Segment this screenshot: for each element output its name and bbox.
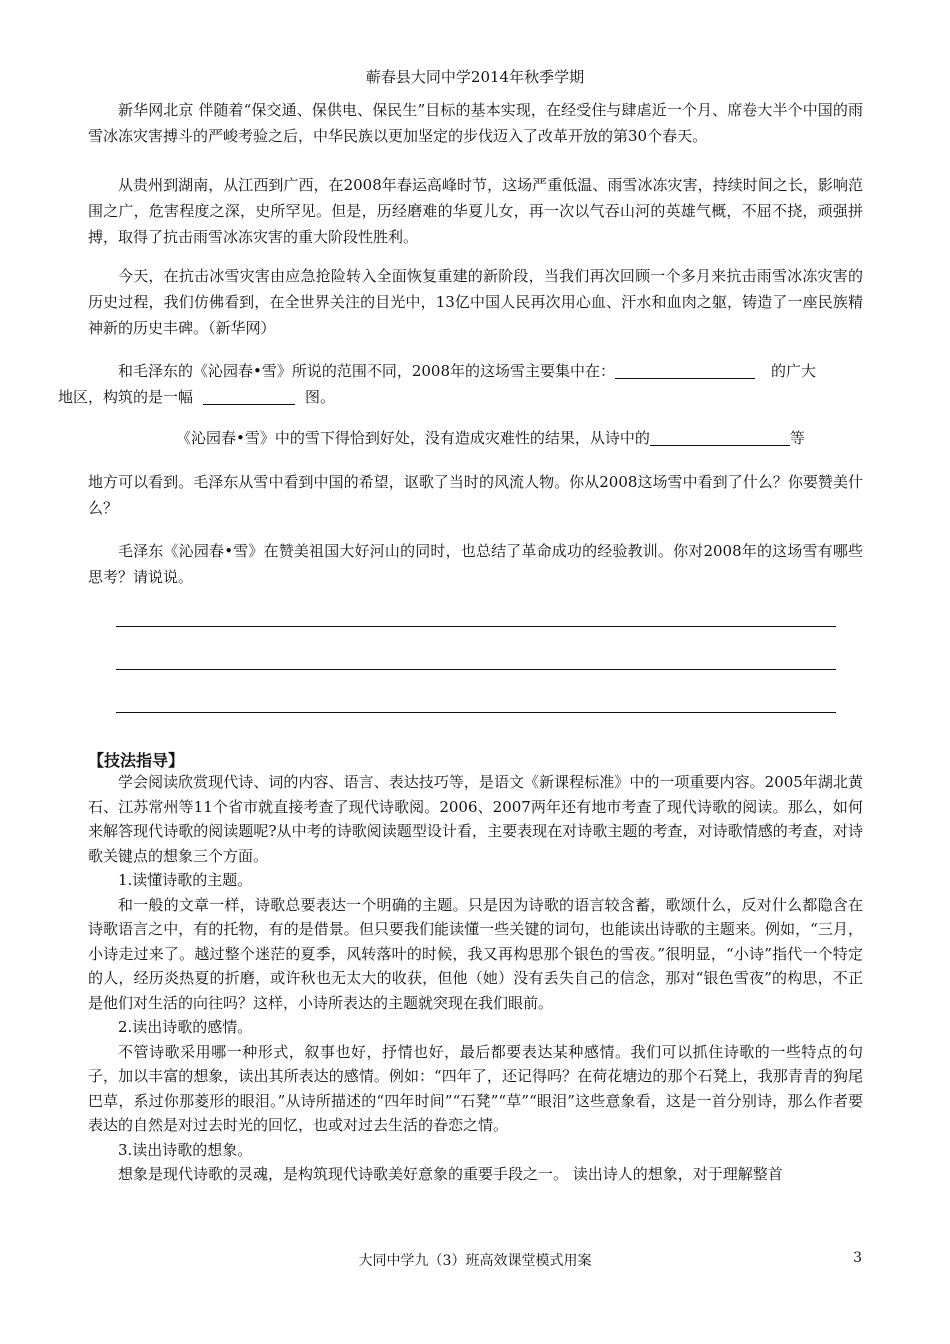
question-3: 毛泽东《沁园春•雪》在赞美祖国大好河山的同时，也总结了革命成功的经验教训。你对2008年的这场雪有哪些思考？请说说。 (88, 542, 863, 586)
answer-blank-2[interactable] (203, 388, 295, 405)
page-number: 3 (853, 1250, 862, 1266)
answer-blank-3[interactable] (650, 429, 790, 446)
question-2-line-1 (88, 426, 863, 450)
page-footer: 大同中学九（3）班高效课堂模式用案 (358, 1253, 592, 1269)
guide-paragraph-1: 和一般的文章一样，诗歌总要表达一个明确的主题。只是因为诗歌的语言较含蓄，歌颂什么，反对什么都隐含在诗歌语言之中，有的托物，有的是借景。但只要我们能读懂一些关键的词句，也能读出诗歌的主题来。例如，“三月，小诗走过来了。越过整个迷茫的夏季，风转落叶的时候，我又再构思那个银色的雪夜。”很明显，“小诗”指代一个特定的人，经历炎热夏的折磨，或许秋也无太大的收获，但他（她）没有丢失自己的信念，那对“银色雪夜”的构思，不正是他们对生活的向往吗？这样，小诗所表达的主题就突现在我们眼前。 (88, 895, 863, 1012)
guide-heading-2: 2.读出诗歌的感情。 (118, 1018, 253, 1036)
guide-paragraph-intro: 学会阅读欣赏现代诗、词的内容、语言、表达技巧等，是语文《新课程标准》中的一项重要内容。2005年湖北黄石、江苏常州等11个省市就直接考查了现代诗歌阅。2006、2007两年还有地市考查了现代诗歌的阅读。那么，如何来解答现代诗歌的阅读题呢?从中考的诗歌阅读题型设计看，主要表现在对诗歌主题的考查，对诗歌情感的考查，对诗歌关键点的想象三个方面。 (88, 773, 863, 865)
guide-paragraph-3: 想象是现代诗歌的灵魂，是构筑现代诗歌美好意象的重要手段之一。 读出诗人的想象，对于理解整首 (118, 1165, 783, 1183)
guide-heading-1: 1.读懂诗歌的主题。 (118, 871, 253, 889)
passage-1: 新华网北京 伴随着“保交通、保供电、保民生”目标的基本实现，在经受住与肆虐近一个月、席卷大半个中国的雨雪冰冻灾害搏斗的严峻考验之后，中华民族以更加坚定的步伐迈入了改革开放的第30个春天。 (88, 101, 863, 145)
question-1-text-b: 的广大 (771, 362, 817, 380)
answer-blank-1[interactable] (615, 362, 755, 379)
section-title: 【技法指导】 (88, 751, 185, 770)
question-1-text-c: 地区，构筑的是一幅 (58, 388, 194, 406)
answer-line-3[interactable] (116, 712, 836, 713)
question-2-line-2: 地方可以看到。毛泽东从雪中看到中国的希望，讴歌了当时的风流人物。你从2008这场雪中看到了什么？你要赞美什么？ (88, 473, 863, 517)
question-1-text-d: 图。 (305, 388, 336, 406)
question-2-text-b: 等 (789, 429, 805, 447)
passage-3: 今天，在抗击冰雪灾害由应急抢险转入全面恢复重建的新阶段，当我们再次回顾一个多月来抗击雨雪冰冻灾害的历史过程，我们仿佛看到，在全世界关注的目光中，13亿中国人民再次用心血、汗水和血肉之躯，铸造了一座民族精神新的历史丰碑。（新华网） (88, 267, 863, 337)
guide-heading-3: 3.读出诗歌的想象。 (118, 1140, 253, 1159)
question-1-text-a: 和毛泽东的《沁园春•雪》所说的范围不同，2008年的这场雪主要集中在： (118, 362, 616, 380)
answer-line-2[interactable] (116, 669, 836, 670)
page-header: 蕲春县大同中学2014年秋季学期 (365, 68, 585, 86)
guide-paragraph-2: 不管诗歌采用哪一种形式，叙事也好，抒情也好，最后都要表达某种感情。我们可以抓住诗歌的一些特点的句子，加以丰富的想象，读出其所表达的感情。例如：“四年了，还记得吗？在荷花塘边的那个石凳上，我那青青的狗尾巴草，系过你那菱形的眼泪。”从诗所描述的“四年时间”“石凳”“草”“眼泪”这些意象看，这是一首分别诗，那么作者要表达的自然是对过去时光的回忆，也或对过去生活的眷恋之情。 (88, 1042, 863, 1134)
question-2-text-a: 《沁园春•雪》中的雪下得恰到好处，没有造成灾难性的结果，从诗中的 (176, 429, 650, 447)
guide-body (88, 770, 863, 1187)
answer-line-1[interactable] (116, 626, 836, 627)
passage-2: 从贵州到湖南，从江西到广西，在2008年春运高峰时节，这场严重低温、雨雪冰冻灾害，持续时间之长，影响范围之广，危害程度之深，史所罕见。但是，历经磨难的华夏儿女，再一次以气吞山河的英雄气概，不屈不挠，顽强拼搏，取得了抗击雨雪冰冻灾害的重大阶段性胜利。 (88, 176, 863, 246)
question-1 (58, 358, 863, 410)
